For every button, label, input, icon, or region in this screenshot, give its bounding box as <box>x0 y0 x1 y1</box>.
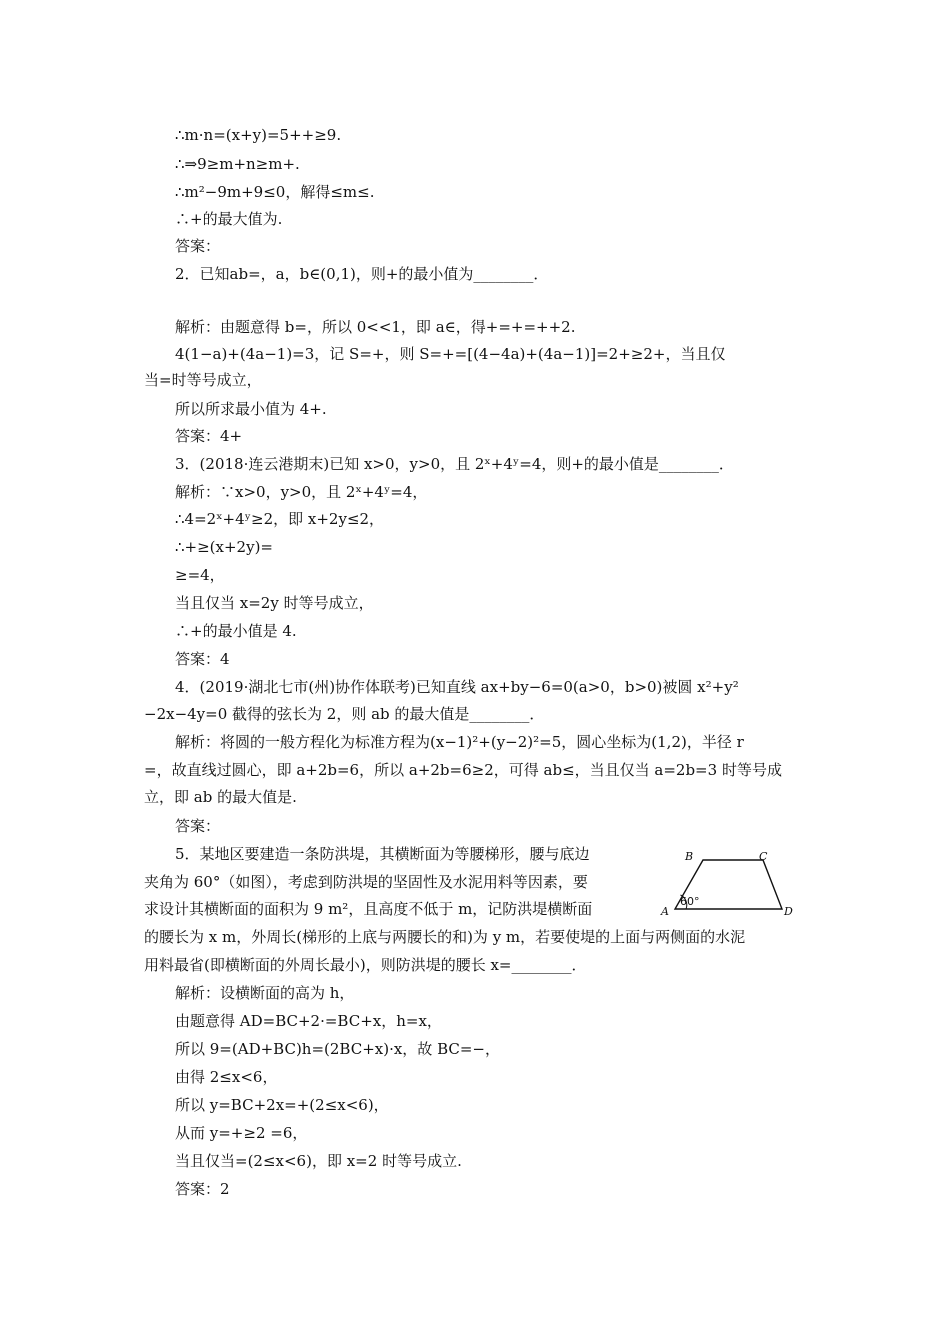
angle-label: 60° <box>680 895 700 908</box>
solution-line: ≥=4， <box>175 566 225 584</box>
vertex-label-d: D <box>784 905 793 918</box>
trapezoid-diagram <box>655 845 805 925</box>
text-line: ∴m²−9m+9≤0，解得≤m≤. <box>175 183 375 201</box>
solution-line: 从而 y=+≥2 =6， <box>175 1124 308 1142</box>
question-5-cont: 用料最省(即横断面的外周长最小)，则防洪堤的腰长 x=________． <box>144 956 587 974</box>
text-line: ∴+的最大值为. <box>175 210 283 228</box>
solution-line: 所以 y=BC+2x=+(2≤x<6)， <box>175 1096 389 1114</box>
question-2: 2．已知ab=，a，b∈(0,1)，则+的最小值为________． <box>175 265 549 283</box>
answer-line: 答案： <box>175 817 221 835</box>
answer-line: 答案：2 <box>175 1180 230 1198</box>
question-4: 4．(2019·湖北七市(州)协作体联考)已知直线 ax+by−6=0(a>0，b>0)被圆 x²+y² <box>175 678 739 696</box>
solution-line: 所以 9=(AD+BC)h=(2BC+x)·x，故 BC=−， <box>175 1040 500 1058</box>
solution-line: 所以所求最小值为 4+. <box>175 400 327 418</box>
trapezoid-figure <box>655 845 805 925</box>
question-5: 5．某地区要建造一条防洪堤，其横断面为等腰梯形，腰与底边 <box>175 845 590 863</box>
solution-line: 立，即 ab 的最大值是. <box>144 788 297 806</box>
solution-line: ∴+≥(x+2y)= <box>175 538 273 556</box>
vertex-label-c: C <box>759 850 768 863</box>
question-3: 3．(2018·连云港期末)已知 x>0，y>0，且 2ˣ+4ʸ=4，则+的最小值是________． <box>175 455 734 473</box>
solution-line: 由得 2≤x<6， <box>175 1068 278 1086</box>
solution-line: 解析：∵x>0，y>0，且 2ˣ+4ʸ=4， <box>175 483 428 501</box>
question-5-cont: 的腰长为 x m，外周长(梯形的上底与两腰长的和)为 y m，若要使堤的上面与两侧面的水泥 <box>144 928 746 946</box>
question-5-cont: 夹角为 60°（如图），考虑到防洪堤的坚固性及水泥用料等因素，要 <box>144 873 588 891</box>
solution-line: 4(1−a)+(4a−1)=3，记 S=+，则 S=+=[(4−4a)+(4a−1)]=2+≥2+，当且仅 <box>175 345 726 363</box>
solution-line: 解析：设横断面的高为 h， <box>175 984 355 1002</box>
text-line: ∴m·n=(x+y)=5++≥9. <box>175 126 342 144</box>
solution-line: 当=时等号成立， <box>144 371 262 389</box>
vertex-label-b: B <box>685 850 694 863</box>
solution-line: ∴4=2ˣ+4ʸ≥2，即 x+2y≤2， <box>175 510 385 528</box>
question-4-cont: −2x−4y=0 截得的弦长为 2，则 ab 的最大值是________． <box>144 705 545 723</box>
vertex-label-a: A <box>661 905 669 918</box>
text-line: ∴⇒9≥m+n≥m+. <box>175 155 300 173</box>
solution-line: 解析：由题意得 b=，所以 0<<1，即 a∈，得+=+=++2. <box>175 318 576 336</box>
solution-line: 当且仅当=(2≤x<6)，即 x=2 时等号成立. <box>175 1152 462 1170</box>
solution-line: 由题意得 AD=BC+2·=BC+x，h=x， <box>175 1012 442 1030</box>
answer-line: 答案：4+ <box>175 427 243 445</box>
solution-line: 当且仅当 x=2y 时等号成立， <box>175 594 374 612</box>
solution-line: 解析：将圆的一般方程化为标准方程为(x−1)²+(y−2)²=5，圆心坐标为(1,2)，半径 r <box>175 733 744 751</box>
solution-line: ∴+的最小值是 4. <box>175 622 297 640</box>
solution-line: =，故直线过圆心，即 a+2b=6，所以 a+2b=6≥2，可得 ab≤，当且仅当 a=2b=3 时等号成 <box>144 761 782 779</box>
answer-line: 答案： <box>175 237 221 255</box>
answer-line: 答案：4 <box>175 650 230 668</box>
question-5-cont: 求设计其横断面的面积为 9 m²，且高度不低于 m，记防洪堤横断面 <box>144 900 593 918</box>
